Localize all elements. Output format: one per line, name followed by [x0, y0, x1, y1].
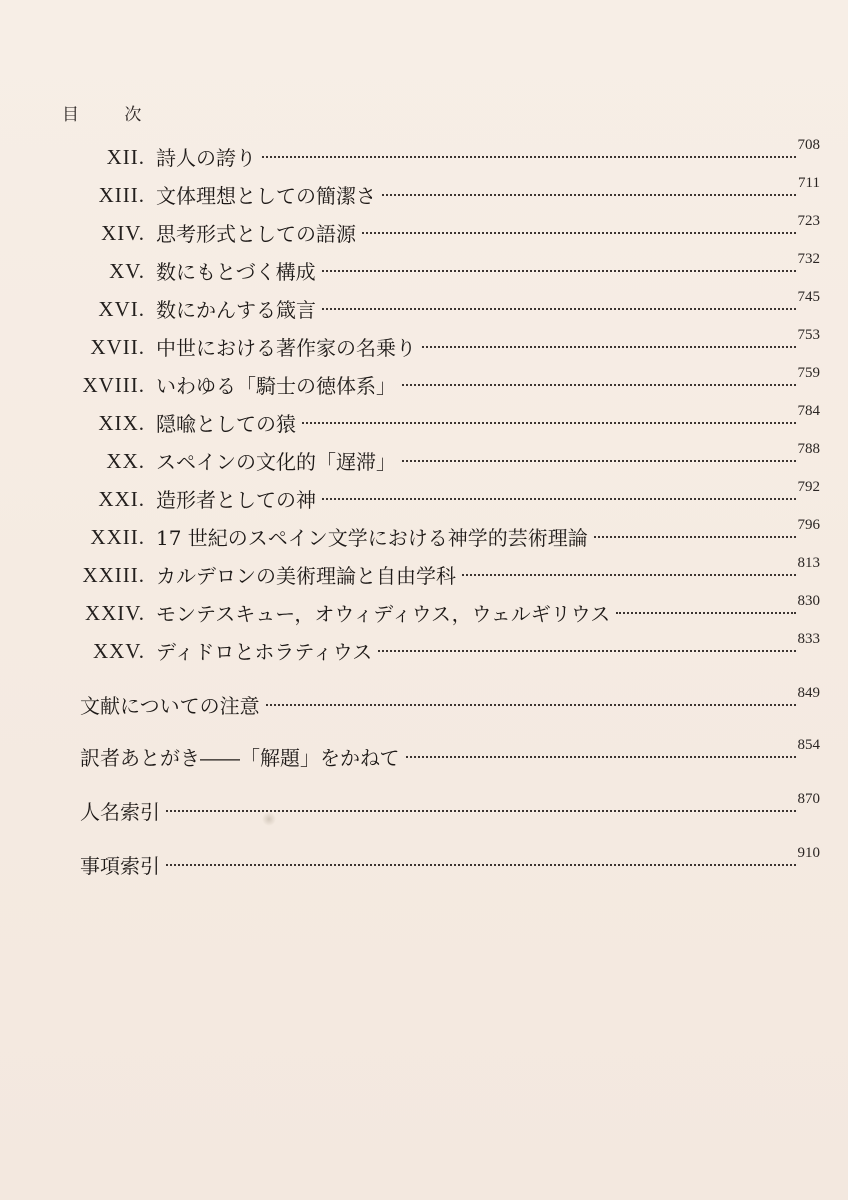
chapter-numeral: XVII.	[90, 335, 145, 359]
toc-entry	[70, 176, 820, 210]
toc-back-entry	[80, 846, 820, 880]
page-number: 813	[797, 555, 820, 571]
chapter-title: 文体理想としての簡潔さ	[156, 184, 376, 208]
back-matter-title: 文献についての注意	[80, 694, 260, 718]
dot-leader	[462, 574, 796, 576]
chapter-numeral: XVIII.	[82, 373, 145, 397]
toc-entry	[70, 442, 820, 476]
toc-entry	[70, 328, 820, 362]
chapter-title: ディドロとホラティウス	[156, 640, 373, 664]
toc-back-entry	[80, 738, 820, 772]
toc-back-entry	[80, 686, 820, 720]
page-number: 849	[797, 685, 820, 701]
chapter-title: いわゆる「騎士の徳体系」	[156, 374, 396, 398]
back-matter-title: 訳者あとがき――「解題」をかねて	[80, 746, 400, 770]
toc-back-entry	[80, 792, 820, 826]
dot-leader	[322, 308, 796, 310]
dot-leader	[616, 612, 795, 614]
chapter-numeral: XXIV.	[84, 601, 145, 625]
toc-entry	[70, 366, 820, 400]
page-header: 目 次	[62, 105, 162, 125]
toc-entry	[70, 252, 820, 286]
back-matter-title: 事項索引	[80, 854, 160, 878]
dot-leader	[166, 864, 796, 866]
back-matter-title: 人名索引	[80, 800, 160, 824]
page-number: 788	[797, 441, 820, 457]
page-number: 753	[797, 327, 820, 343]
chapter-title: 数にかんする箴言	[156, 298, 316, 322]
chapter-numeral: XIII.	[98, 183, 145, 207]
page-number: 759	[797, 365, 820, 381]
toc-entry	[70, 214, 820, 248]
dot-leader	[422, 346, 796, 348]
toc-entry	[70, 480, 820, 514]
dot-leader	[322, 270, 796, 272]
page-number: 910	[797, 845, 820, 861]
dot-leader	[402, 384, 796, 386]
toc-entry	[70, 594, 820, 628]
page-number: 792	[797, 479, 820, 495]
toc-entry	[70, 632, 820, 666]
toc-entry	[70, 138, 820, 172]
dot-leader	[266, 704, 796, 706]
chapter-numeral: XV.	[109, 259, 145, 283]
dot-leader	[594, 536, 796, 538]
dot-leader	[378, 650, 795, 652]
page-number: 708	[797, 137, 820, 153]
toc-entry	[70, 404, 820, 438]
page-number: 833	[797, 631, 820, 647]
chapter-numeral: XIV.	[101, 221, 145, 245]
chapter-numeral: XXII.	[90, 525, 145, 549]
chapter-title: 造形者としての神	[156, 488, 316, 512]
chapter-title: 詩人の誇り	[156, 146, 256, 170]
dot-leader	[382, 194, 796, 196]
paper-smudge	[262, 812, 276, 826]
chapter-numeral: XVI.	[98, 297, 145, 321]
chapter-title: 中世における著作家の名乗り	[156, 336, 416, 360]
chapter-title: カルデロンの美術理論と自由学科	[156, 564, 456, 588]
chapter-numeral: XII.	[106, 145, 145, 169]
toc-entry	[70, 556, 820, 590]
dot-leader	[166, 810, 796, 812]
chapter-numeral: XIX.	[98, 411, 145, 435]
page-number: 745	[797, 289, 820, 305]
dot-leader	[302, 422, 796, 424]
chapter-numeral: XX.	[106, 449, 145, 473]
chapter-title: モンテスキュー，オウィディウス，ウェルギリウス	[156, 602, 611, 626]
chapter-numeral: XXV.	[92, 639, 145, 663]
dot-leader	[406, 756, 796, 758]
chapter-title: スペインの文化的「遅滞」	[156, 450, 396, 474]
page-number: 854	[797, 737, 820, 753]
chapter-title: 隠喩としての猿	[156, 412, 296, 436]
page-number: 723	[797, 213, 820, 229]
chapter-title: 思考形式としての語源	[156, 222, 356, 246]
page-number: 796	[797, 517, 820, 533]
chapter-numeral: XXI.	[98, 487, 145, 511]
toc-entry	[70, 518, 820, 552]
toc-entry	[70, 290, 820, 324]
chapter-title: 数にもとづく構成	[156, 260, 316, 284]
chapter-title: 17 世紀のスペイン文学における神学的芸術理論	[156, 526, 588, 550]
dot-leader	[322, 498, 796, 500]
dot-leader	[362, 232, 796, 234]
dot-leader	[402, 460, 796, 462]
page-number: 711	[798, 175, 820, 191]
dot-leader	[262, 156, 796, 158]
chapter-numeral: XXIII.	[82, 563, 145, 587]
page-number: 732	[797, 251, 820, 267]
page-number: 830	[797, 593, 820, 609]
page-number: 784	[797, 403, 820, 419]
page-number: 870	[797, 791, 820, 807]
